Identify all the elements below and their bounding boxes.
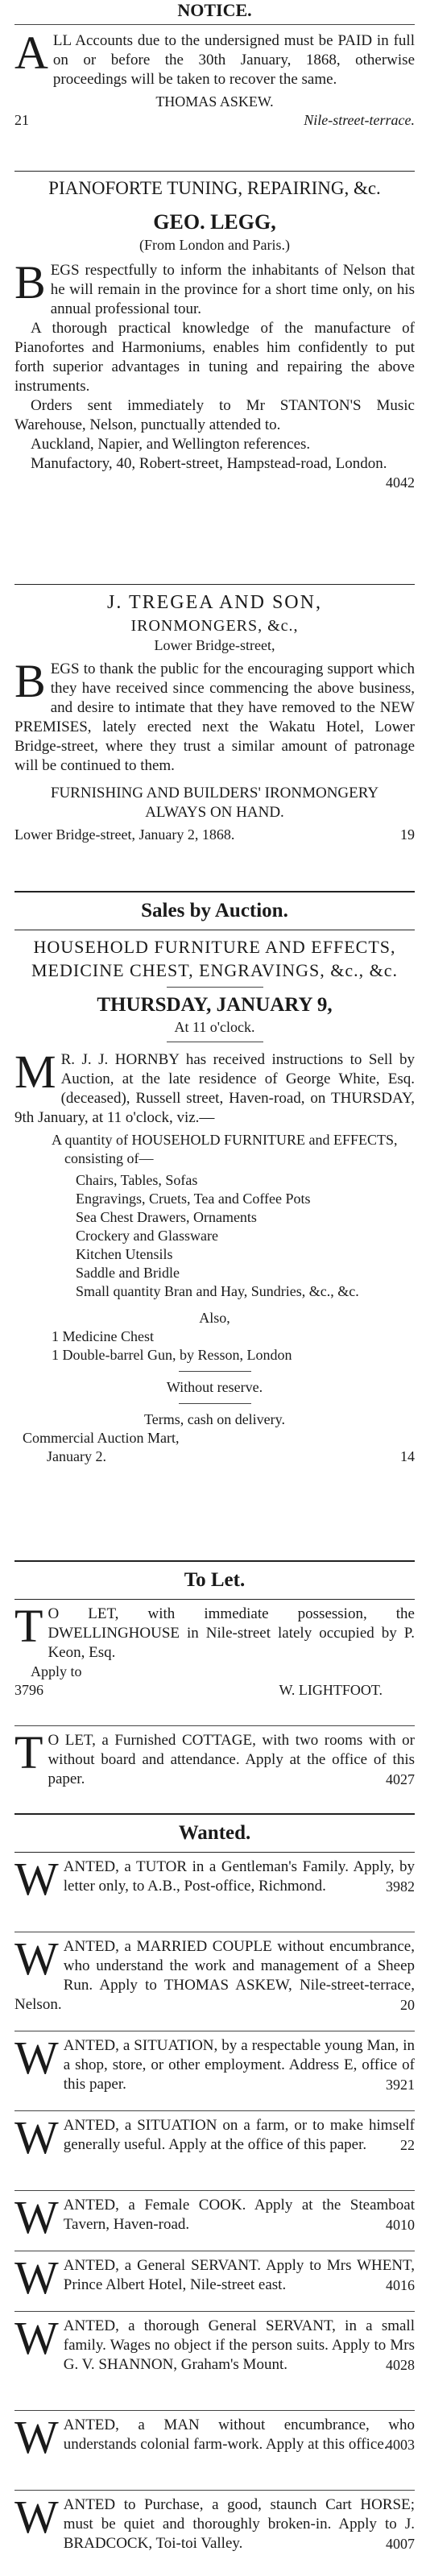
ad-ref: 19 bbox=[400, 826, 415, 843]
list-item: Engravings, Cruets, Tea and Coffee Pots bbox=[76, 1191, 311, 1207]
dropcap: W bbox=[14, 1857, 59, 1905]
wanted-body: ANTED to Purchase, a good, staunch Cart HORSE; must be quiet and thoroughly broken-in. Apply to J. BRADCOCK, Toi-toi Valley. bbox=[63, 2496, 415, 2552]
tolet-body: O LET, a Furnished COTTAGE, with two rooms with or without board and attendance. Apply at the office of this paper. bbox=[48, 1732, 415, 1787]
wanted-ad bbox=[14, 1937, 415, 2026]
wanted-ad bbox=[14, 1857, 415, 1927]
list-item: Crockery and Glassware bbox=[76, 1228, 218, 1244]
wanted-body: ANTED, a TUTOR in a Gentleman's Family. Apply, by letter only, to A.B., Post-office, Richmond. bbox=[63, 1858, 415, 1895]
dropcap: M bbox=[14, 1046, 56, 1098]
tregea-tagline: FURNISHING AND BUILDERS' IRONMONGERY ALWAYS ON HAND. bbox=[50, 785, 379, 821]
list-item: Saddle and Bridle bbox=[76, 1265, 180, 1281]
piano-body: Orders sent immediately to Mr STANTON'S Music Warehouse, Nelson, punctually attended to. bbox=[14, 397, 415, 433]
wanted-body: ANTED, a MAN without encumbrance, who understands colonial farm-work. Apply at this office. bbox=[63, 2417, 415, 2453]
dropcap: T bbox=[14, 1731, 43, 1779]
wanted-ad bbox=[14, 2196, 415, 2246]
tolet-body: O LET, with immediate possession, the DWELLINGHOUSE in Nile-street lately occupied by P. Keon, Esq. bbox=[48, 1605, 415, 1661]
tolet-ad bbox=[14, 1605, 415, 1721]
tregea-dateline: Lower Bridge-street, January 2, 1868. bbox=[14, 826, 235, 843]
auction-terms: Terms, cash on delivery. bbox=[143, 1411, 286, 1427]
ad-ref: 4042 bbox=[386, 474, 415, 491]
tregea-sub: IRONMONGERS, &c., bbox=[130, 617, 299, 635]
auction-mart-date: January 2. bbox=[47, 1448, 106, 1464]
dropcap: W bbox=[14, 2196, 59, 2243]
notice-signer: THOMAS ASKEW. bbox=[155, 93, 274, 110]
auction-also: Also, bbox=[199, 1310, 230, 1326]
ad-ref: 4010 bbox=[386, 2217, 415, 2233]
auction-items bbox=[14, 1171, 415, 1301]
notice-heading: NOTICE. bbox=[177, 0, 252, 20]
dropcap: W bbox=[14, 2256, 59, 2304]
tregea-body: EGS to thank the public for the encouraging support which they have received since commencing the above business, and desire to intimate that they have removed to the NEW PREMISES, lately erected next the Wakatu Hotel, Lower Bridge-street, where they trust a similar amount of patronage will be continued to them. bbox=[14, 661, 415, 774]
wanted-ads bbox=[14, 1857, 415, 2576]
wanted-ad bbox=[14, 2416, 415, 2485]
wanted-ad bbox=[14, 2317, 415, 2405]
piano-name: GEO. LEGG, bbox=[153, 210, 276, 234]
wanted-body: ANTED, a SITUATION on a farm, or to make himself generally useful. Apply at the office of this paper. bbox=[63, 2117, 415, 2153]
wanted-body: ANTED, a MARRIED COUPLE without encumbrance, who understand the work and management of a Sheep Run. Apply to THOMAS ASKEW, Nile-street-terrace, Nelson. bbox=[14, 1938, 415, 2013]
list-item: Small quantity Bran and Hay, Sundries, &c., &c. bbox=[76, 1283, 359, 1299]
auction-reserve: Without reserve. bbox=[166, 1379, 263, 1395]
tregea-location: Lower Bridge-street, bbox=[154, 637, 275, 653]
piano-body: A thorough practical knowledge of the manufacture of Pianofortes and Harmoniums, enables him confidently to put forth superior advantages in tuning and repairing the above instruments. bbox=[14, 320, 415, 395]
dropcap: W bbox=[14, 2416, 59, 2463]
dropcap: B bbox=[14, 256, 46, 309]
piano-origin: (From London and Paris.) bbox=[139, 237, 290, 253]
list-item: Kitchen Utensils bbox=[76, 1246, 173, 1262]
auction-date: THURSDAY, JANUARY 9, bbox=[97, 994, 333, 1016]
dropcap: B bbox=[14, 655, 46, 707]
auction-body: R. J. J. HORNBY has received instructions to Sell by Auction, at the late residence of George White, Esq. (deceased), Russell street, Haven-road, on THURSDAY, 9th January, at 11 o'clock, viz.— bbox=[14, 1051, 415, 1126]
wanted-body: ANTED, a General SERVANT. Apply to Mrs WHENT, Prince Albert Hotel, Nile-street east. bbox=[63, 2257, 415, 2293]
ad-ref: 3921 bbox=[386, 2077, 415, 2093]
section-heading: To Let. bbox=[184, 1569, 246, 1591]
ad-ref: 4007 bbox=[386, 2536, 415, 2552]
piano-body: EGS respectfully to inform the inhabitants of Nelson that he will remain in the province for a short time only, on his annual professional tour. bbox=[50, 262, 415, 317]
ad-ref: 4027 bbox=[386, 1771, 415, 1787]
notice-address: Nile-street-terrace. bbox=[304, 112, 415, 128]
piano-body: Auckland, Napier, and Wellington references. bbox=[31, 436, 311, 453]
ad-ref: 4003 bbox=[386, 2437, 415, 2453]
piano-body: Manufactory, 40, Robert-street, Hampstead-road, London. bbox=[31, 455, 387, 472]
wanted-body: ANTED, a thorough General SERVANT, in a small family. Wages no object if the person suits. Apply to Mrs G. V. SHANNON, Graham's Mount. bbox=[63, 2317, 415, 2373]
tregea-heading: J. TREGEA AND SON, bbox=[107, 592, 322, 613]
ad-ref: 3796 bbox=[14, 1682, 43, 1698]
piano-heading: PIANOFORTE TUNING, REPAIRING, &c. bbox=[48, 178, 381, 198]
auction-heading: HOUSEHOLD FURNITURE AND EFFECTS, MEDICINE CHEST, ENGRAVINGS, &c., &c. bbox=[31, 937, 398, 980]
wanted-ad bbox=[14, 2116, 415, 2185]
auction-ad bbox=[14, 935, 415, 1555]
dropcap: W bbox=[14, 2495, 59, 2543]
auction-intro: A quantity of HOUSEHOLD FURNITURE and EFFECTS, consisting of— bbox=[52, 1132, 398, 1166]
notice-body: LL Accounts due to the undersigned must be PAID in full on or before the 30th January, 1868, otherwise proceedings will be taken to recover the same. bbox=[52, 32, 415, 88]
dropcap: W bbox=[14, 2116, 59, 2164]
wanted-body: ANTED, a Female COOK. Apply at the Steamboat Tavern, Haven-road. bbox=[63, 2197, 415, 2233]
dropcap: A bbox=[14, 27, 48, 79]
ad-ref: 14 bbox=[400, 1448, 415, 1464]
ad-ref: 22 bbox=[400, 2137, 415, 2153]
dropcap: T bbox=[14, 1605, 43, 1652]
wanted-ad bbox=[14, 2495, 415, 2576]
dropcap: W bbox=[14, 2036, 59, 2084]
dropcap: W bbox=[14, 1937, 59, 1985]
dropcap: W bbox=[14, 2317, 59, 2364]
ad-ref: 4028 bbox=[386, 2357, 415, 2373]
ad-ref: 4016 bbox=[386, 2277, 415, 2293]
list-item: Sea Chest Drawers, Ornaments bbox=[76, 1209, 257, 1225]
piano-ad bbox=[14, 176, 415, 579]
tolet-ad bbox=[14, 1731, 415, 1808]
list-item: 1 Double-barrel Gun, by Resson, London bbox=[52, 1347, 292, 1363]
list-item: 1 Medicine Chest bbox=[52, 1328, 154, 1344]
tregea-ad bbox=[14, 590, 415, 886]
section-heading: Wanted. bbox=[178, 1822, 251, 1844]
ad-ref: 3982 bbox=[386, 1878, 415, 1895]
wanted-ad bbox=[14, 2256, 415, 2306]
wanted-body: ANTED, a SITUATION, by a respectable young Man, in a shop, store, or other employment. Address E, office of this paper. bbox=[63, 2037, 415, 2093]
tolet-signer: W. LIGHTFOOT. bbox=[279, 1682, 383, 1698]
auction-time: At 11 o'clock. bbox=[174, 1019, 255, 1035]
auction-mart: Commercial Auction Mart, bbox=[23, 1430, 180, 1446]
ad-ref: 20 bbox=[400, 1997, 415, 2013]
section-heading: Sales by Auction. bbox=[141, 900, 288, 921]
wanted-ad bbox=[14, 2036, 415, 2106]
notice-ad bbox=[14, 0, 415, 166]
tolet-apply: Apply to bbox=[31, 1663, 82, 1679]
list-item: Chairs, Tables, Sofas bbox=[76, 1172, 198, 1188]
ad-ref: 21 bbox=[14, 112, 29, 128]
